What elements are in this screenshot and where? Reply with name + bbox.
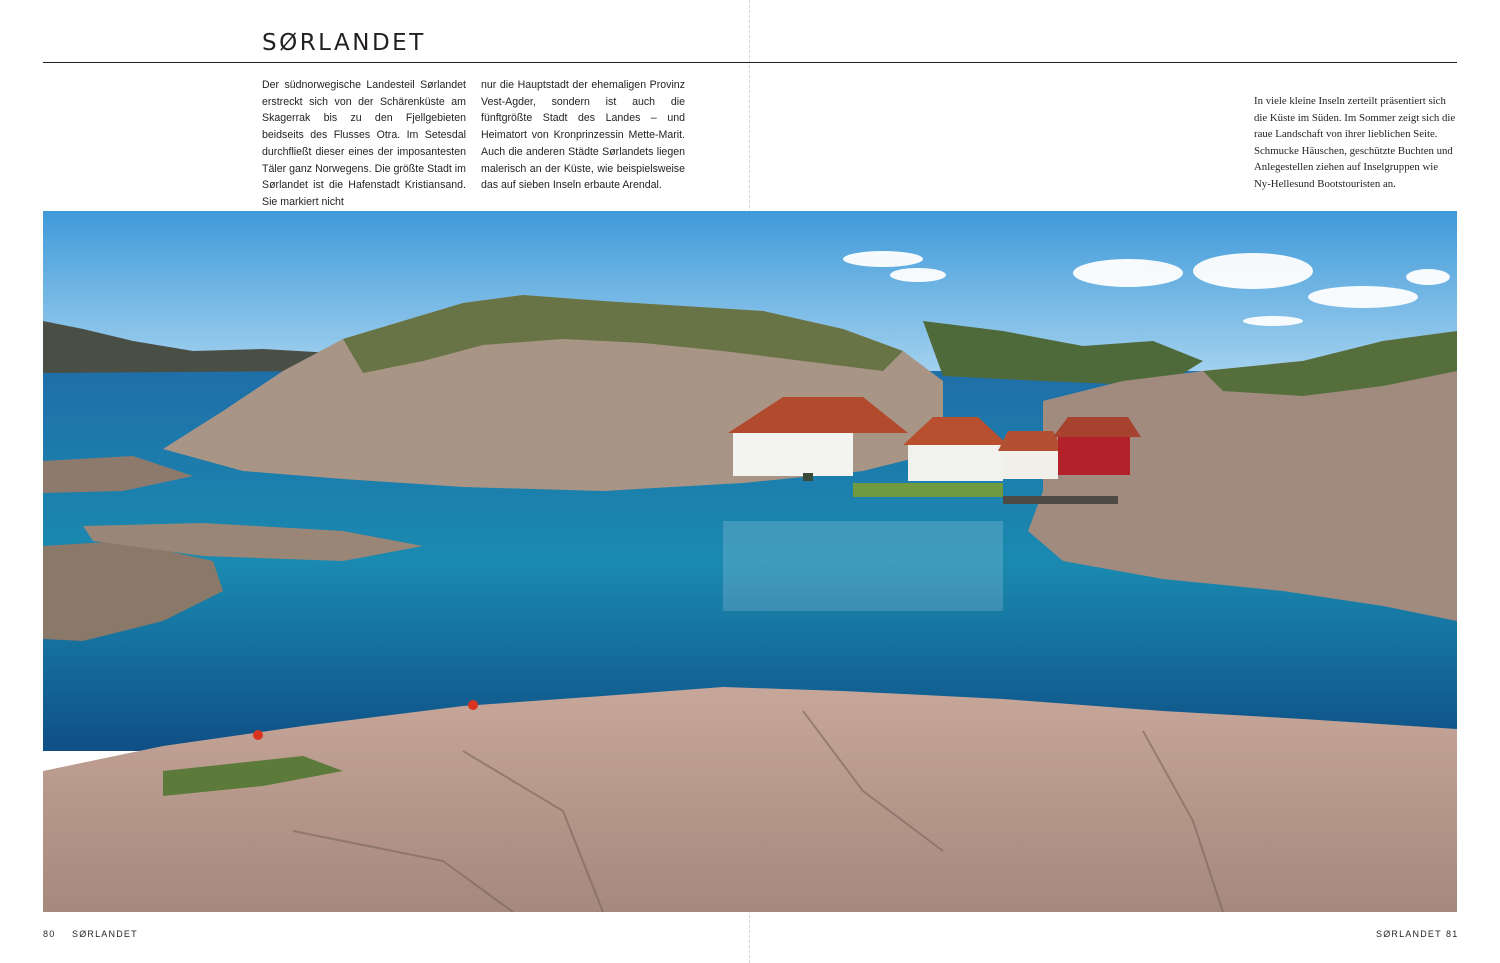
running-footer-left: SØRLANDET xyxy=(72,929,138,939)
title-rule xyxy=(43,62,1457,63)
body-text-column-2: nur die Hauptstadt der ehemaligen Provinz Vest-Agder, sondern ist auch die fünftgrößte Stadt des Landes – und Heimatort von Kronprinzessin Mette-Marit. Auch die anderen Städte Sørlandets liegen malerisch an der Küste, wie beispielsweise das auf sieben Inseln erbaute Arendal. xyxy=(481,79,685,192)
chapter-title: SØRLANDET xyxy=(262,30,426,56)
photo-caption: In viele kleine Inseln zerteilt präsentiert sich die Küste im Süden. Im Sommer zeigt sich die raue Landschaft von ihrer lieblichen Seite. Schmucke Häuschen, geschützte Buchten und Anlegestellen ziehen auf Inselgruppen wie Ny-Hellesund Bootstouristen an. xyxy=(1254,95,1456,190)
page-number-left: 80 xyxy=(43,929,56,939)
body-text-column-1: Der südnorwegische Landesteil Sørlandet erstreckt sich von der Schärenküste am Skagerrak bis zu den Fjellgebieten beidseits des Flusses Otra. Im Setesdal durchfließt dieser eines der imposantesten Täler ganz Norwegens. Die größte Stadt im Sørlandet ist die Hafenstadt Kristiansand. Sie markiert nicht xyxy=(262,79,466,208)
page-number-right: 81 xyxy=(1446,929,1459,939)
coastal-landscape-photo xyxy=(43,211,1457,912)
running-footer-right: SØRLANDET xyxy=(1376,929,1442,939)
